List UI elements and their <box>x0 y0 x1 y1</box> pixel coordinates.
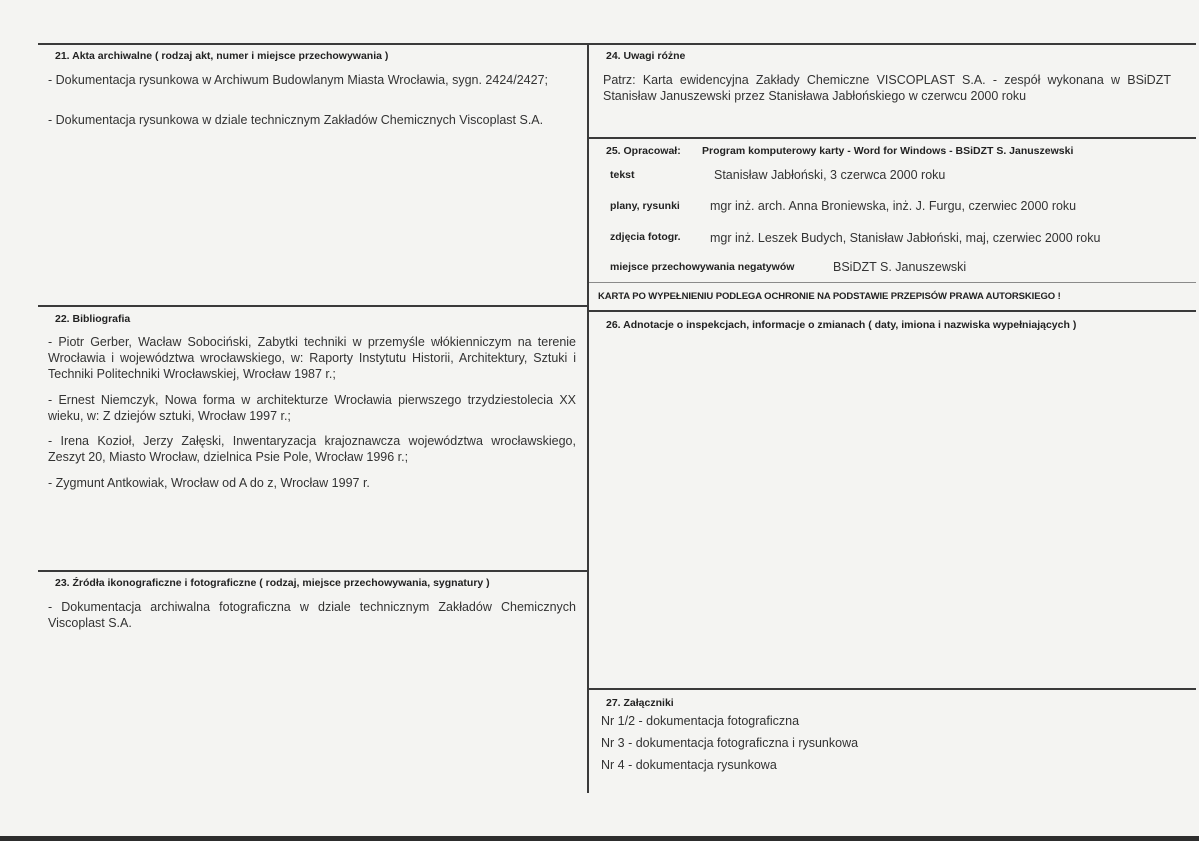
attachment-item: Nr 1/2 - dokumentacja fotograficzna <box>601 714 800 728</box>
author-value-plans: mgr inż. arch. Anna Broniewska, inż. J. Furgu, czerwiec 2000 roku <box>710 199 1077 213</box>
rule-25-26 <box>589 310 1196 312</box>
section-22-item: - Piotr Gerber, Wacław Sobociński, Zabytki techniki w przemyśle włókienniczym na terenie Wrocławia i województwa wrocławskiego, w: Raporty Instytutu Historii, Architektury, Sztuki i Techniki Politechniki Wrocławskiej, Wrocław 1987 r.; <box>48 335 576 381</box>
author-value-text: Stanisław Jabłoński, 3 czerwca 2000 roku <box>714 168 946 182</box>
author-label-photos: zdjęcia fotogr. <box>610 231 681 243</box>
section-25-heading: 25. Opracował: <box>606 145 681 157</box>
section-22-heading: 22. Bibliografia <box>55 313 131 325</box>
section-24-heading: 24. Uwagi różne <box>606 50 686 62</box>
rule-22-23 <box>38 570 589 572</box>
section-26-heading: 26. Adnotacje o inspekcjach, informacje o zmianach ( daty, imiona i nazwiska wypełniających ) <box>606 319 1077 331</box>
scan-bottom-edge <box>0 836 1199 841</box>
rule-26-27 <box>589 688 1196 690</box>
author-label-plans: plany, rysunki <box>610 200 680 212</box>
author-value-negatives: BSiDZT S. Januszewski <box>833 260 967 274</box>
center-divider <box>587 43 589 793</box>
section-22-item: - Irena Kozioł, Jerzy Załęski, Inwentaryzacja krajoznawcza województwa wrocławskiego, Zeszyt 20, Miasto Wrocław, dzielnica Psie Pole, Wrocław 1996 r.; <box>48 434 576 464</box>
section-23-item: - Dokumentacja archiwalna fotograficzna w dziale technicznym Zakładów Chemicznych Viscoplast S.A. <box>48 600 576 630</box>
top-rule <box>38 43 1196 45</box>
author-label-negatives: miejsce przechowywania negatywów <box>610 261 795 273</box>
attachment-item: Nr 4 - dokumentacja rysunkowa <box>601 758 777 772</box>
section-22-item: - Zygmunt Antkowiak, Wrocław od A do z, Wrocław 1997 r. <box>48 476 370 490</box>
section-21-item: - Dokumentacja rysunkowa w dziale technicznym Zakładów Chemicznych Viscoplast S.A. <box>48 113 544 127</box>
section-24-text: Patrz: Karta ewidencyjna Zakłady Chemiczne VISCOPLAST S.A. - zespół wykonana w BSiDZT Stanisław Januszewski przez Stanisława Jabłońskiego w czerwcu 2000 roku <box>603 73 1171 103</box>
section-27-heading: 27. Załączniki <box>606 697 674 709</box>
rule-21-22 <box>38 305 589 307</box>
rule-25-notice <box>589 282 1196 283</box>
copyright-notice: KARTA PO WYPEŁNIENIU PODLEGA OCHRONIE NA PODSTAWIE PRZEPISÓW PRAWA AUTORSKIEGO ! <box>598 291 1061 302</box>
rule-24-25 <box>589 137 1196 139</box>
section-21-item: - Dokumentacja rysunkowa w Archiwum Budowlanym Miasta Wrocławia, sygn. 2424/2427; <box>48 73 548 87</box>
section-22-item: - Ernest Niemczyk, Nowa forma w architekturze Wrocławia pierwszego trzydziestolecia XX wieku, w: Z dziejów sztuki, Wrocław 1997 r.; <box>48 393 576 423</box>
section-25-program: Program komputerowy karty - Word for Windows - BSiDZT S. Januszewski <box>702 145 1074 157</box>
author-value-photos: mgr inż. Leszek Budych, Stanisław Jabłoński, maj, czerwiec 2000 roku <box>710 231 1101 245</box>
section-21-heading: 21. Akta archiwalne ( rodzaj akt, numer i miejsce przechowywania ) <box>55 50 389 62</box>
section-23-heading: 23. Źródła ikonograficzne i fotograficzne ( rodzaj, miejsce przechowywania, sygnatury ) <box>55 577 490 589</box>
author-label-text: tekst <box>610 169 635 181</box>
attachment-item: Nr 3 - dokumentacja fotograficzna i rysunkowa <box>601 736 859 750</box>
